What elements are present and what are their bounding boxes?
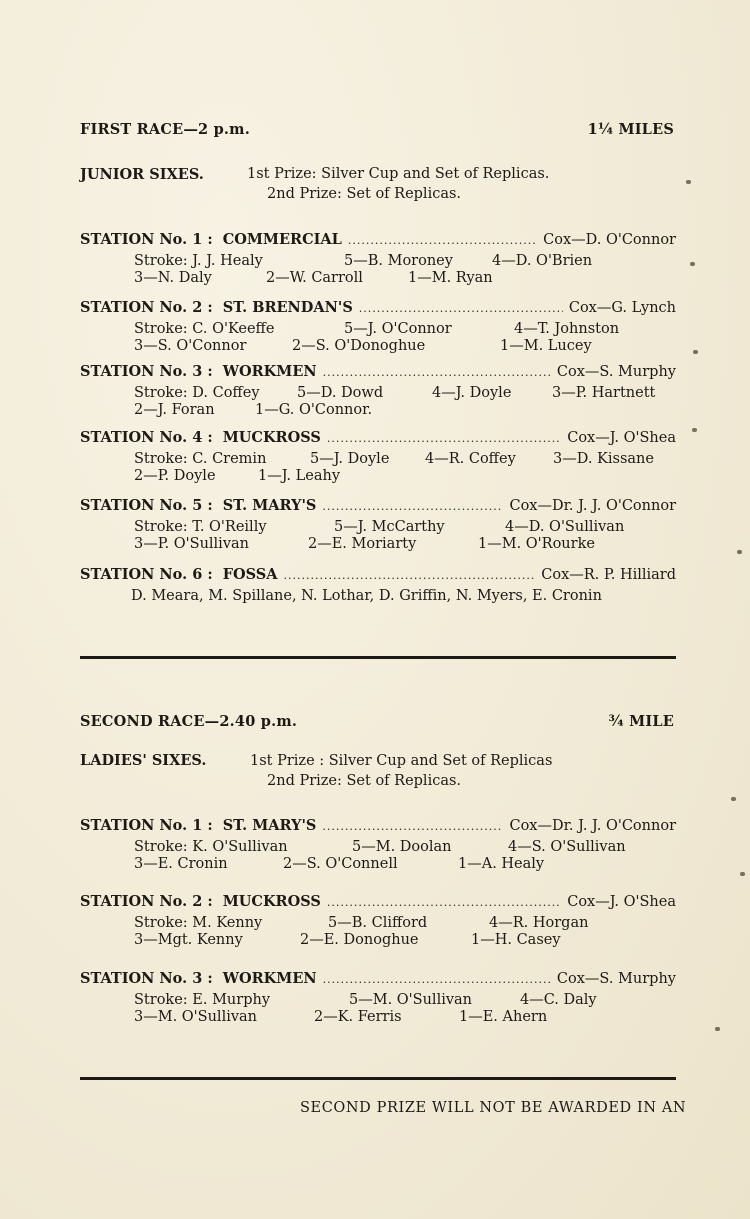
crew-member: D. Meara, M. Spillane, N. Lothar, D. Griffin, N. Myers, E. Cronin [131, 588, 602, 604]
cox-name: Cox—Dr. J. J. O'Connor [509, 498, 676, 514]
leader-dots [359, 302, 563, 315]
crew-member: 4—C. Daly [520, 992, 597, 1008]
crew-member: Stroke: K. O'Sullivan [134, 839, 288, 855]
club-name: WORKMEN [222, 363, 317, 380]
club-name: COMMERCIAL [222, 231, 342, 248]
crew-member: 4—R. Horgan [489, 915, 589, 931]
cox-name: Cox—S. Murphy [556, 364, 676, 380]
paper-speck [686, 180, 691, 184]
second-race-event: LADIES' SIXES. [80, 752, 207, 769]
crew-member: 2—S. O'Donoghue [292, 338, 426, 354]
crew-member: 4—D. O'Sullivan [505, 519, 625, 535]
station-header [80, 817, 676, 837]
crew-member: 1—E. Ahern [459, 1009, 548, 1025]
crew-member: 1—M. Lucey [500, 338, 592, 354]
divider-rule-bottom [80, 1077, 676, 1080]
crew-member: 5—J. Doyle [310, 451, 390, 467]
crew-member: 2—E. Donoghue [300, 932, 419, 948]
divider-rule [80, 656, 676, 659]
leader-dots [327, 432, 561, 445]
station-header [80, 893, 676, 913]
club-name: FOSSA [222, 566, 278, 583]
paper-speck [737, 550, 742, 554]
crew-member: 5—J. O'Connor [344, 321, 452, 337]
station-header [80, 970, 676, 990]
crew-member: Stroke: C. O'Keeffe [134, 321, 275, 337]
crew-member: 2—K. Ferris [314, 1009, 402, 1025]
leader-dots [284, 569, 536, 582]
leader-dots [348, 234, 537, 247]
first-race-prize2: 2nd Prize: Set of Replicas. [267, 186, 462, 202]
station-number: STATION No. 2 : [80, 893, 213, 910]
paper-speck [731, 797, 736, 801]
station-header [80, 299, 676, 319]
second-race-title: SECOND RACE—2.40 p.m. [80, 713, 298, 730]
crew-member: 1—M. O'Rourke [478, 536, 595, 552]
station-number: STATION No. 2 : [80, 299, 213, 316]
cox-name: Cox—G. Lynch [568, 300, 676, 316]
cox-name: Cox—Dr. J. J. O'Connor [509, 818, 676, 834]
station-number: STATION No. 6 : [80, 566, 213, 583]
paper-speck [740, 872, 745, 876]
first-race-event: JUNIOR SIXES. [80, 166, 204, 183]
crew-member: 4—T. Johnston [514, 321, 620, 337]
crew-member: 3—S. O'Connor [134, 338, 247, 354]
crew-member: 5—B. Clifford [328, 915, 428, 931]
crew-member: 1—J. Leahy [258, 468, 341, 484]
crew-member: 4—R. Coffey [425, 451, 516, 467]
crew-member: 3—D. Kissane [553, 451, 654, 467]
cox-name: Cox—J. O'Shea [567, 430, 676, 446]
crew-member: 2—W. Carroll [266, 270, 363, 286]
crew-member: 1—A. Healy [458, 856, 545, 872]
crew-member: 3—Mgt. Kenny [134, 932, 243, 948]
leader-dots [322, 820, 503, 833]
leader-dots [323, 366, 551, 379]
crew-member: Stroke: J. J. Healy [134, 253, 263, 269]
cox-name: Cox—D. O'Connor [543, 232, 676, 248]
club-name: ST. BRENDAN'S [222, 299, 353, 316]
leader-dots [322, 500, 503, 513]
crew-member: 1—M. Ryan [408, 270, 493, 286]
station-number: STATION No. 1 : [80, 817, 213, 834]
crew-member: 2—E. Moriarty [308, 536, 417, 552]
paper-speck [715, 1027, 720, 1031]
crew-member: 3—P. O'Sullivan [134, 536, 249, 552]
station-header [80, 429, 676, 449]
crew-member: 2—J. Foran [134, 402, 215, 418]
station-number: STATION No. 4 : [80, 429, 213, 446]
station-header [80, 566, 676, 586]
crew-member: 5—M. O'Sullivan [349, 992, 473, 1008]
crew-member: Stroke: T. O'Reilly [134, 519, 267, 535]
club-name: WORKMEN [222, 970, 317, 987]
crew-member: 5—J. McCarthy [334, 519, 445, 535]
crew-member: 5—M. Doolan [352, 839, 452, 855]
club-name: MUCKROSS [222, 429, 321, 446]
first-race-title: FIRST RACE—2 p.m. [80, 121, 250, 138]
footer-note: SECOND PRIZE WILL NOT BE AWARDED IN AN [300, 1100, 687, 1116]
crew-member: 4—S. O'Sullivan [508, 839, 626, 855]
second-race-prize1: 1st Prize : Silver Cup and Set of Replicas [250, 753, 553, 769]
paper-speck [690, 262, 695, 266]
crew-member: 4—J. Doyle [432, 385, 512, 401]
station-number: STATION No. 5 : [80, 497, 213, 514]
crew-member: 3—P. Hartnett [552, 385, 656, 401]
second-race-distance: ¾ MILE [608, 713, 674, 730]
crew-member: 5—B. Moroney [344, 253, 453, 269]
crew-member: 5—D. Dowd [297, 385, 384, 401]
station-header [80, 363, 676, 383]
crew-member: Stroke: C. Cremin [134, 451, 267, 467]
station-number: STATION No. 3 : [80, 363, 213, 380]
cox-name: Cox—R. P. Hilliard [541, 567, 676, 583]
crew-member: 3—M. O'Sullivan [134, 1009, 258, 1025]
paper-speck [693, 350, 698, 354]
club-name: MUCKROSS [222, 893, 321, 910]
station-header [80, 497, 676, 517]
paper-speck [692, 428, 697, 432]
club-name: ST. MARY'S [222, 817, 317, 834]
crew-member: 3—E. Cronin [134, 856, 228, 872]
first-race-distance: 1¼ MILES [587, 121, 674, 138]
crew-member: 4—D. O'Brien [492, 253, 593, 269]
crew-member: 1—G. O'Connor. [255, 402, 373, 418]
station-header [80, 231, 676, 251]
crew-member: 2—S. O'Connell [283, 856, 398, 872]
cox-name: Cox—J. O'Shea [567, 894, 676, 910]
crew-member: Stroke: D. Coffey [134, 385, 260, 401]
station-number: STATION No. 3 : [80, 970, 213, 987]
crew-member: 2—P. Doyle [134, 468, 216, 484]
second-race-prize2: 2nd Prize: Set of Replicas. [267, 773, 462, 789]
cox-name: Cox—S. Murphy [556, 971, 676, 987]
leader-dots [323, 973, 551, 986]
crew-member: 1—H. Casey [471, 932, 561, 948]
club-name: ST. MARY'S [222, 497, 317, 514]
crew-member: Stroke: E. Murphy [134, 992, 271, 1008]
leader-dots [327, 896, 561, 909]
crew-member: 3—N. Daly [134, 270, 212, 286]
first-race-prize1: 1st Prize: Silver Cup and Set of Replicas. [247, 166, 550, 182]
crew-member: Stroke: M. Kenny [134, 915, 263, 931]
station-number: STATION No. 1 : [80, 231, 213, 248]
